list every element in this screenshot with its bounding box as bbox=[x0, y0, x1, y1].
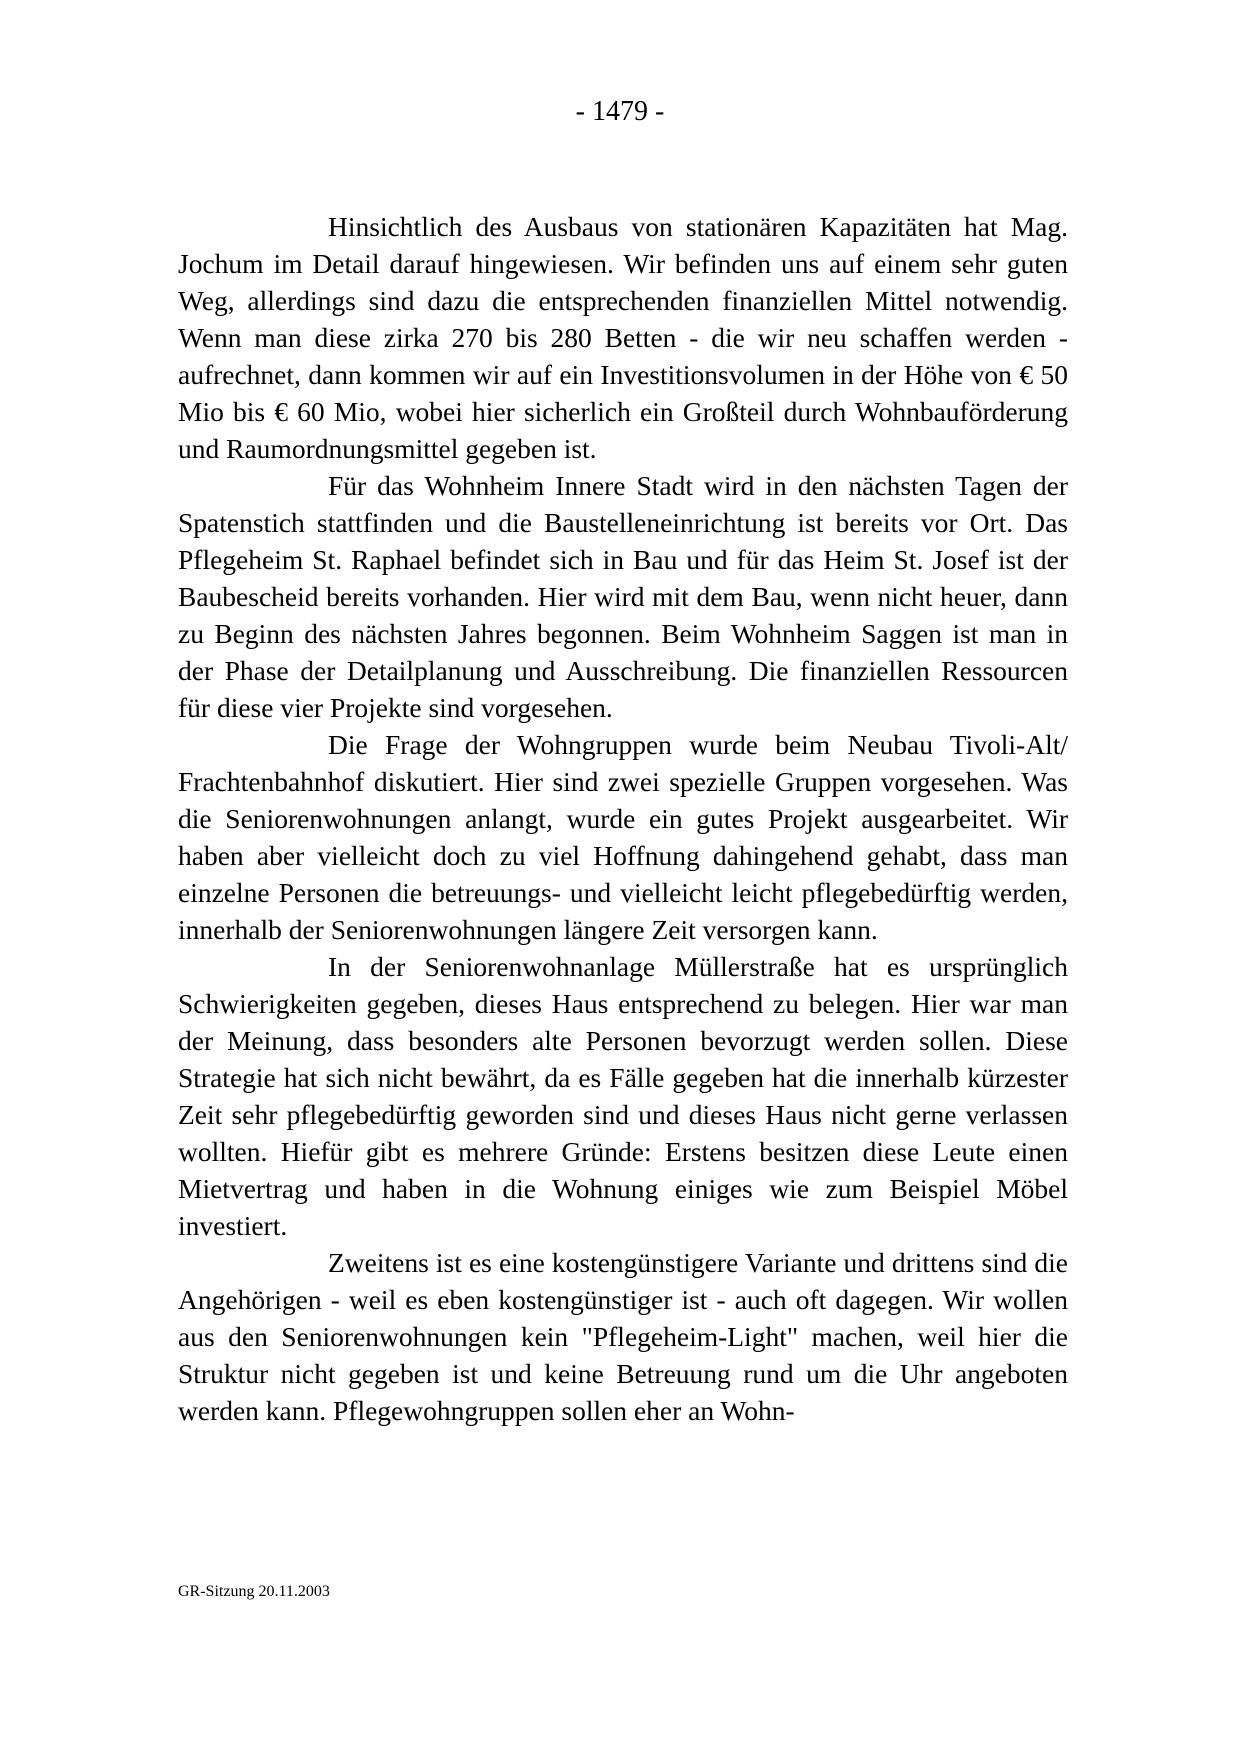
document-body bbox=[178, 208, 1068, 1429]
paragraph: Zweitens ist es eine kostengünstigere Variante und drittens sind die Angehörigen - weil es eben kostengünstiger ist - auch oft dagegen. Wir wollen aus den Seniorenwohnungen kein "Pflegeheim-Light" machen, weil hier die Struktur nicht gegeben ist und keine Betreuung rund um die Uhr angeboten werden kann. Pflegewohngruppen sollen eher an Wohn- bbox=[178, 1247, 1068, 1426]
paragraph: Hinsichtlich des Ausbaus von stationären Kapazitäten hat Mag. Jochum im Detail darauf hingewiesen. Wir befinden uns auf einem sehr guten Weg, allerdings sind dazu die entsprechenden finanziellen Mittel notwendig. Wenn man diese zirka 270 bis 280 Betten - die wir neu schaffen werden - aufrechnet, dann kommen wir auf ein Investitionsvolumen in der Höhe von € 50 Mio bis € 60 Mio, wobei hier sicherlich ein Großteil durch Wohnbauförderung und Raumordnungsmittel gegeben ist. bbox=[178, 211, 1068, 464]
footer-session-date: GR-Sitzung 20.11.2003 bbox=[178, 1583, 330, 1600]
paragraph: Die Frage der Wohngruppen wurde beim Neubau Tivoli-Alt/ Frachtenbahnhof diskutiert. Hier sind zwei spezielle Gruppen vorgesehen. Was die Seniorenwohnungen anlangt, wurde ein gutes Projekt ausgearbeitet. Wir haben aber vielleicht doch zu viel Hoffnung dahingehend gehabt, dass man einzelne Personen die betreuungs- und vielleicht leicht pflegebedürftig werden, innerhalb der Seniorenwohnungen längere Zeit versorgen kann. bbox=[178, 729, 1068, 945]
page-number: - 1479 - bbox=[575, 96, 665, 127]
paragraph: Für das Wohnheim Innere Stadt wird in den nächsten Tagen der Spatenstich stattfinden und die Baustelleneinrichtung ist bereits vor Ort. Das Pflegeheim St. Raphael befindet sich in Bau und für das Heim St. Josef ist der Baubescheid bereits vorhanden. Hier wird mit dem Bau, wenn nicht heuer, dann zu Beginn des nächsten Jahres begonnen. Beim Wohnheim Saggen ist man in der Phase der Detailplanung und Ausschreibung. Die finanziellen Ressourcen für diese vier Projekte sind vorgesehen. bbox=[178, 470, 1068, 723]
paragraph: In der Seniorenwohnanlage Müllerstraße hat es ursprünglich Schwierigkeiten gegeben, dieses Haus entsprechend zu belegen. Hier war man der Meinung, dass besonders alte Personen bevorzugt werden sollen. Diese Strategie hat sich nicht bewährt, da es Fälle gegeben hat die innerhalb kürzester Zeit sehr pflegebedürftig geworden sind und dieses Haus nicht gerne verlassen wollten. Hiefür gibt es mehrere Gründe: Erstens besitzen diese Leute einen Mietvertrag und haben in die Wohnung einiges wie zum Beispiel Möbel investiert. bbox=[178, 951, 1068, 1241]
